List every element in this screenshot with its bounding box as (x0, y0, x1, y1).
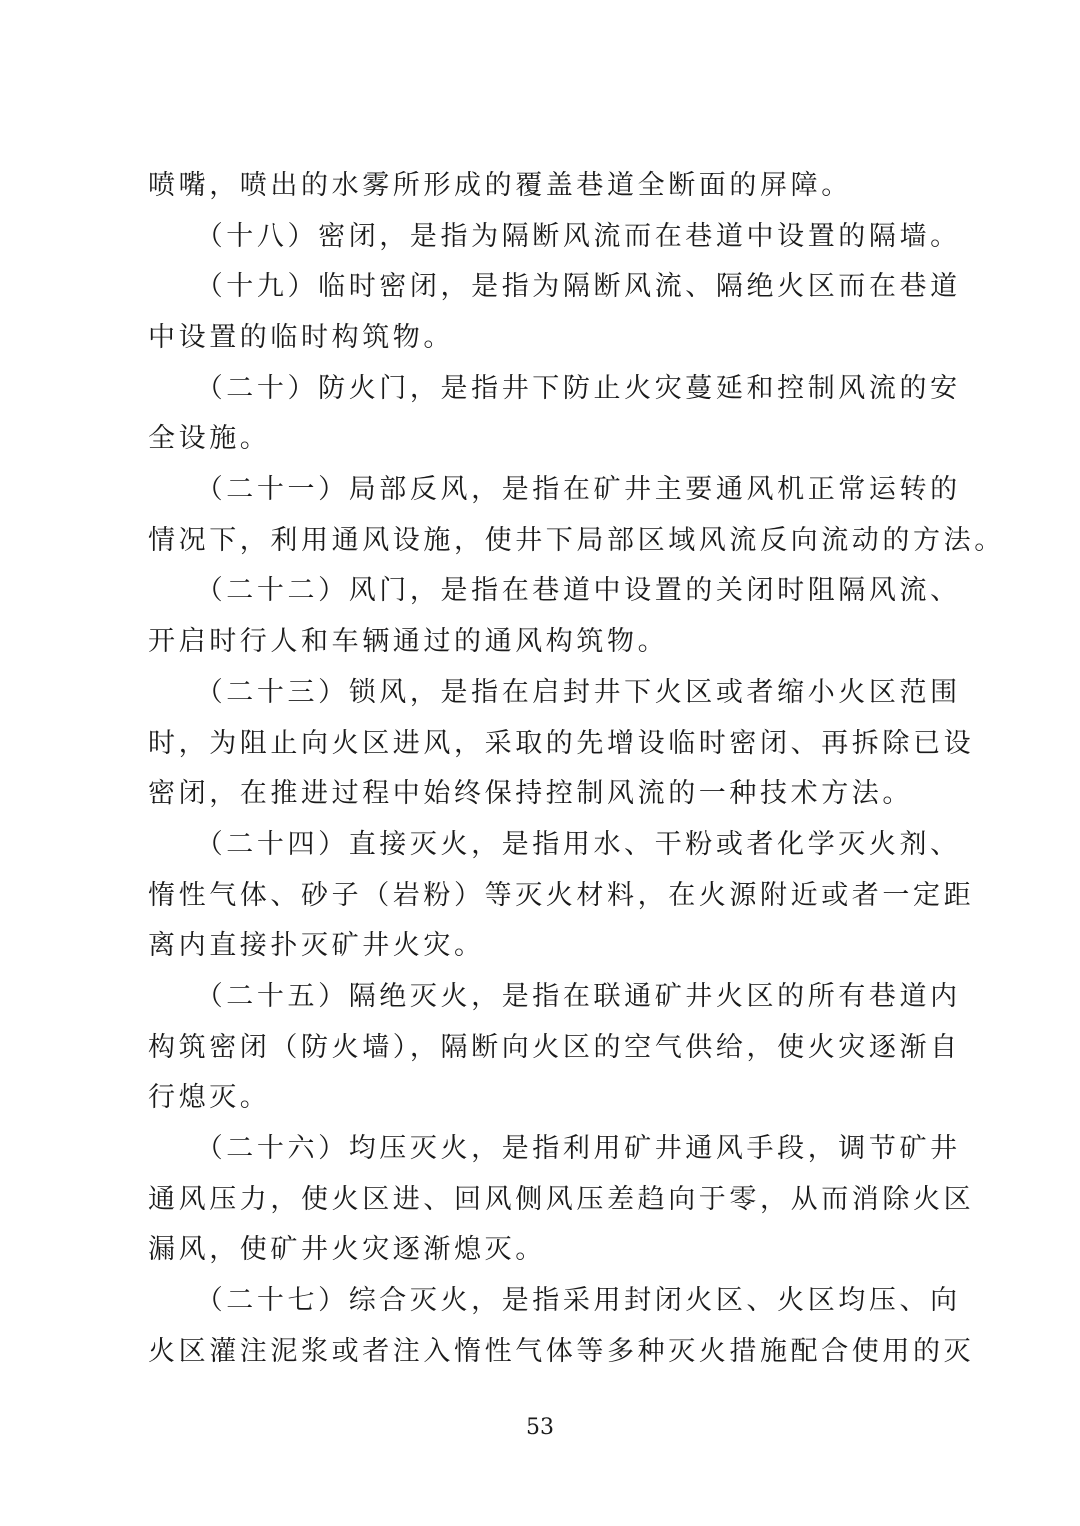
text-line: 密闭，在推进过程中始终保持控制风流的一种技术方法。 (148, 778, 913, 809)
text-line: （十八）密闭，是指为隔断风流而在巷道中设置的隔墙。 (148, 221, 961, 252)
text-line: （二十四）直接灭火，是指用水、干粉或者化学灭火剂、 (148, 829, 961, 860)
text-line: （二十三）锁风，是指在启封井下火区或者缩小火区范围 (148, 677, 961, 708)
text-line: 全设施。 (148, 423, 271, 454)
text-line: （二十）防火门，是指井下防止火灾蔓延和控制风流的安 (148, 373, 961, 404)
text-line: （二十一）局部反风，是指在矿井主要通风机正常运转的 (148, 474, 961, 505)
text-line: 喷嘴，喷出的水雾所形成的覆盖巷道全断面的屏障。 (148, 170, 852, 201)
text-line: （十九）临时密闭，是指为隔断风流、隔绝火区而在巷道 (148, 271, 961, 302)
text-line: 行熄灭。 (148, 1082, 271, 1113)
text-line: 火区灌注泥浆或者注入惰性气体等多种灭火措施配合使用的灭 (148, 1336, 975, 1367)
text-line: 漏风，使矿井火灾逐渐熄灭。 (148, 1234, 546, 1265)
text-line: （二十二）风门，是指在巷道中设置的关闭时阻隔风流、 (148, 575, 961, 606)
page-number: 53 (526, 1415, 554, 1440)
text-line: 离内直接扑灭矿井火灾。 (148, 930, 485, 961)
text-line: 开启时行人和车辆通过的通风构筑物。 (148, 626, 669, 657)
text-line: 通风压力，使火区进、回风侧风压差趋向于零，从而消除火区 (148, 1184, 975, 1215)
text-line: 时，为阻止向火区进风，采取的先增设临时密闭、再拆除已设 (148, 728, 975, 759)
text-line: （二十七）综合灭火，是指采用封闭火区、火区均压、向 (148, 1285, 961, 1316)
text-line: 惰性气体、砂子（岩粉）等灭火材料，在火源附近或者一定距 (148, 880, 975, 911)
text-line: （二十六）均压灭火，是指利用矿井通风手段，调节矿井 (148, 1133, 961, 1164)
text-line: 情况下，利用通风设施，使井下局部区域风流反向流动的方法。 (148, 525, 1005, 556)
text-line: 中设置的临时构筑物。 (148, 322, 454, 353)
text-line: 构筑密闭（防火墙），隔断向火区的空气供给，使火灾逐渐自 (148, 1032, 961, 1063)
text-line: （二十五）隔绝灭火，是指在联通矿井火区的所有巷道内 (148, 981, 961, 1012)
